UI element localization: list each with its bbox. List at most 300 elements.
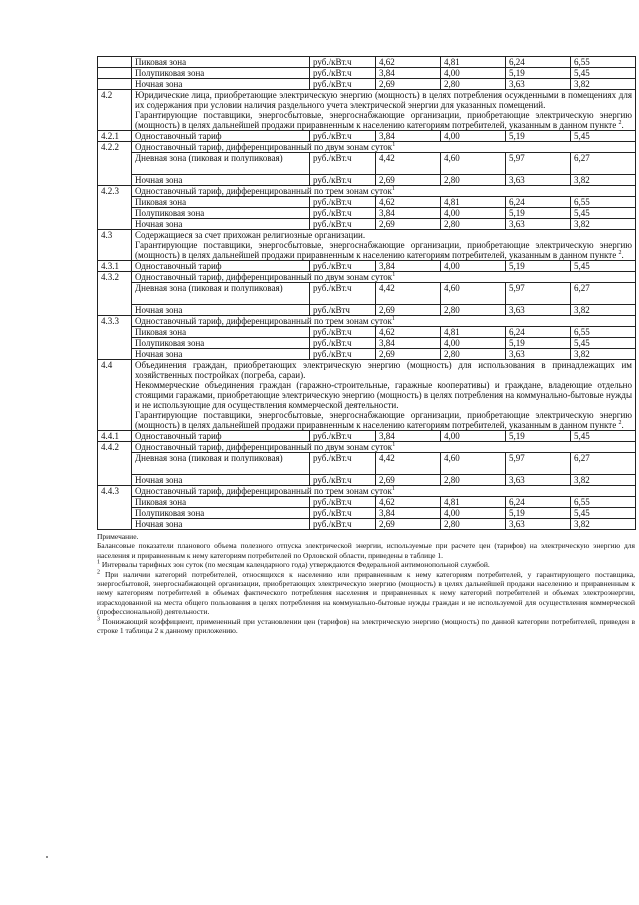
cell-text: 3,63 — [509, 219, 525, 229]
cell-text: Ночная зона — [135, 305, 183, 315]
cell-text: Одноставочный тариф — [135, 261, 222, 271]
cell-text: 4.3.3 — [101, 316, 119, 326]
value-cell — [571, 175, 636, 186]
cell-text: 3,82 — [574, 79, 590, 89]
num-cell — [98, 261, 132, 272]
value-cell — [506, 57, 571, 68]
subheading-row — [98, 316, 636, 327]
cell-text: Дневная зона (пиковая и полупиковая) — [135, 453, 283, 463]
unit-cell — [310, 68, 376, 79]
value-cell — [441, 219, 506, 230]
row-label — [132, 175, 310, 186]
unit-cell — [310, 519, 376, 530]
cell-text: 5,45 — [574, 131, 590, 141]
value-cell — [376, 219, 441, 230]
row-label — [132, 131, 310, 142]
value-cell — [441, 453, 506, 475]
footnote-ref: 1 — [392, 442, 396, 448]
cell-text: 3,63 — [509, 175, 525, 185]
table-row — [98, 283, 636, 305]
cell-text: 4.4 — [101, 360, 113, 370]
section-paragraph — [135, 360, 632, 380]
paragraph-text: Гарантирующие поставщики, энергосбытовые, энергоснабжающие организации, приобретающие электрическую энергию (мощность) в целях дальнейшей продажи приравненным к населению категориям потребителей, указанным в данном пункте — [135, 110, 632, 130]
paragraph-text: Юридические лица, приобретающие электрическую энергию (мощность) в целях потребления осужденными в помещениях для их содержания при условии наличия раздельного учета электрической энергии для указанных помещений. — [135, 90, 632, 110]
cell-text: 2,69 — [379, 349, 395, 359]
cell-text: Ночная зона — [135, 519, 183, 529]
table-row — [98, 79, 636, 90]
row-label — [132, 453, 310, 475]
value-cell — [506, 175, 571, 186]
notes-heading: Примечание. — [97, 532, 139, 541]
value-cell — [571, 57, 636, 68]
value-cell — [376, 508, 441, 519]
cell-text: 5,45 — [574, 338, 590, 348]
note-0: Балансовые показатели планового объема полезного отпуска электрической энергии, используемые при расчете цен (тарифов) на электрическую энергию для населения и приравненным к нему категориям потребителей по Орловской области, приведены в таблице 1. — [97, 541, 635, 560]
value-cell — [441, 153, 506, 175]
section-text — [132, 90, 636, 131]
value-cell — [441, 261, 506, 272]
table-row — [98, 475, 636, 486]
cell-text: 6,24 — [509, 497, 525, 507]
cell-text: 5,19 — [509, 261, 525, 271]
cell-text: руб./кВт.ч — [313, 261, 352, 271]
cell-text: 4.3.2 — [101, 272, 119, 282]
value-cell — [441, 131, 506, 142]
value-cell — [376, 283, 441, 305]
paragraph-text: Некоммерческие объединения граждан (гаражно-строительные, гаражные кооперативы) и граждане, владеющие отдельно стоящими гаражами, приобретающие электрическую энергию (мощность) в целях потребления на коммунально-бытовые нужды и не использующие для осуществления коммерческой деятельности. — [135, 380, 632, 410]
cell-text: руб./кВт.ч — [313, 79, 352, 89]
subheading — [132, 316, 636, 327]
footnote-ref: 1 — [391, 186, 395, 192]
cell-text: 5,19 — [509, 68, 525, 78]
cell-text: 6,55 — [574, 497, 590, 507]
cell-text: руб./кВт.ч — [313, 153, 352, 163]
value-cell — [441, 57, 506, 68]
value-cell — [376, 261, 441, 272]
cell-text: 2,80 — [444, 305, 460, 315]
value-cell — [376, 68, 441, 79]
section-paragraph: Гарантирующие поставщики, энергосбытовые, энергоснабжающие организации, приобретающие электрическую энергию (мощность) в целях дальнейшей продажи приравненным к населению категориям потребителей, указанным в данном пункте $^2$. — [135, 240, 632, 260]
row-label — [132, 261, 310, 272]
value-cell — [506, 519, 571, 530]
cell-text: 4,00 — [444, 131, 460, 141]
document-page — [97, 56, 635, 635]
row-label — [132, 475, 310, 486]
cell-text: 6,55 — [574, 197, 590, 207]
value-cell — [441, 208, 506, 219]
cell-text: 2,80 — [444, 175, 460, 185]
cell-text: 2,80 — [444, 475, 460, 485]
cell-text: 5,19 — [509, 208, 525, 218]
row-label — [132, 497, 310, 508]
cell-text: 6,55 — [574, 327, 590, 337]
unit-cell — [310, 453, 376, 475]
cell-text: 4.3.1 — [101, 261, 119, 271]
section-paragraph — [135, 90, 632, 110]
table-row — [98, 519, 636, 530]
cell-text: 2,69 — [379, 175, 395, 185]
table-row — [98, 349, 636, 360]
unit-cell — [310, 219, 376, 230]
value-cell — [571, 79, 636, 90]
cell-text: руб./кВт.ч — [313, 338, 352, 348]
value-cell — [506, 349, 571, 360]
cell-text: 4.4.2 — [101, 442, 119, 452]
cell-text: Ночная зона — [135, 475, 183, 485]
cell-text: 5,97 — [509, 283, 525, 293]
value-cell — [571, 338, 636, 349]
value-cell — [571, 349, 636, 360]
cell-text: 6,27 — [574, 283, 590, 293]
cell-text: Пиковая зона — [135, 57, 187, 67]
num-cell — [98, 272, 132, 316]
row-label — [132, 431, 310, 442]
cell-text: 2,80 — [444, 79, 460, 89]
value-cell — [441, 497, 506, 508]
cell-text: 3,82 — [574, 175, 590, 185]
cell-text: руб./кВт.ч — [313, 431, 352, 441]
cell-text: 2,69 — [379, 519, 395, 529]
cell-text: 3,82 — [574, 475, 590, 485]
table-row — [98, 131, 636, 142]
cell-text: 6,24 — [509, 57, 525, 67]
cell-text: 2,69 — [379, 79, 395, 89]
table-row — [98, 197, 636, 208]
value-cell — [571, 261, 636, 272]
row-label — [132, 283, 310, 305]
section-text — [132, 230, 636, 261]
value-cell — [376, 79, 441, 90]
cell-text: Полупиковая зона — [135, 508, 205, 518]
cell-text: 2,80 — [444, 349, 460, 359]
cell-text: Одноставочный тариф, дифференцированный по трем зонам суток — [135, 186, 392, 196]
cell-text: 3,82 — [574, 219, 590, 229]
value-cell — [506, 475, 571, 486]
section-row — [98, 360, 636, 431]
row-label — [132, 57, 310, 68]
cell-text: 2,69 — [379, 475, 395, 485]
value-cell — [376, 431, 441, 442]
value-cell — [506, 305, 571, 316]
num-cell — [98, 316, 132, 360]
value-cell — [506, 68, 571, 79]
cell-text: 4,00 — [444, 508, 460, 518]
section-text — [132, 360, 636, 431]
value-cell — [571, 327, 636, 338]
value-cell — [571, 208, 636, 219]
cell-text: Одноставочный тариф, дифференцированный по трем зонам суток — [135, 486, 392, 496]
num-cell — [98, 131, 132, 142]
value-cell — [571, 197, 636, 208]
value-cell — [571, 68, 636, 79]
cell-text: 3,63 — [509, 305, 525, 315]
paragraph-text: Гарантирующие поставщики, энергосбытовые, энергоснабжающие организации, приобретающие электрическую энергию (мощность) в целях дальнейшей продажи приравненным к населению категориям потребителей, указанным в данном пункте — [135, 240, 632, 260]
footnote-ref: 1 — [391, 486, 395, 492]
value-cell — [376, 338, 441, 349]
subheading — [132, 442, 636, 453]
value-cell — [571, 131, 636, 142]
row-label — [132, 79, 310, 90]
cell-text: 3,84 — [379, 338, 395, 348]
cell-text: 4.4.1 — [101, 431, 119, 441]
value-cell — [571, 305, 636, 316]
row-label — [132, 197, 310, 208]
unit-cell — [310, 431, 376, 442]
row-label — [132, 153, 310, 175]
cell-text: руб./кВт.ч — [313, 68, 352, 78]
cell-text: 4.2.2 — [101, 142, 119, 152]
cell-text: 5,19 — [509, 338, 525, 348]
cell-text: 4,60 — [444, 153, 460, 163]
note-1: $^1$ Интервалы тарифных зон суток (по месяцам календарного года) утверждаются Федеральной антимонопольной службой. — [97, 559, 490, 570]
cell-text: 5,97 — [509, 453, 525, 463]
table-row — [98, 219, 636, 230]
num-cell — [98, 442, 132, 486]
unit-cell — [310, 208, 376, 219]
subheading-row — [98, 142, 636, 153]
cell-text: Одноставочный тариф, дифференцированный по трем зонам суток — [135, 316, 392, 326]
cell-text: 3,84 — [379, 68, 395, 78]
value-cell — [571, 283, 636, 305]
footnote-ref: 1 — [392, 272, 396, 278]
value-cell — [571, 519, 636, 530]
unit-cell — [310, 327, 376, 338]
cell-text: 3,82 — [574, 349, 590, 359]
cell-text: 4,81 — [444, 327, 460, 337]
subheading-row — [98, 272, 636, 283]
cell-text: 4,00 — [444, 431, 460, 441]
cell-text: Одноставочный тариф, дифференцированный по двум зонам суток — [135, 272, 393, 282]
footnote-ref: 2 — [618, 250, 622, 256]
cell-text: руб./кВт.ч — [313, 197, 352, 207]
cell-text: 6,27 — [574, 153, 590, 163]
num-cell — [98, 431, 132, 442]
cell-text: Полупиковая зона — [135, 208, 205, 218]
cell-text: 4,81 — [444, 497, 460, 507]
num-cell — [98, 142, 132, 186]
paragraph-text: Гарантирующие поставщики, энергосбытовые, энергоснабжающие организации, приобретающие электрическую энергию (мощность) в целях дальнейшей продажи приравненным к населению категориям потребителей, указанным в данном пункте — [135, 410, 632, 430]
cell-text: 5,45 — [574, 208, 590, 218]
cell-text: 3,84 — [379, 208, 395, 218]
cell-text: руб./кВт.ч — [313, 219, 352, 229]
value-cell — [441, 508, 506, 519]
cell-text: 5,45 — [574, 68, 590, 78]
section-num — [98, 230, 132, 261]
cell-text: руб./кВт.ч — [313, 175, 352, 185]
section-paragraph: Гарантирующие поставщики, энергосбытовые, энергоснабжающие организации, приобретающие электрическую энергию (мощность) в целях дальнейшей продажи приравненным к населению категориям потребителей, указанным в данном пункте $^2$. — [135, 410, 632, 430]
num-cell — [98, 79, 132, 90]
cell-text: Полупиковая зона — [135, 68, 205, 78]
cell-text: Дневная зона (пиковая и полупиковая) — [135, 283, 283, 293]
cell-text: 4,62 — [379, 327, 395, 337]
table-row — [98, 153, 636, 175]
section-row — [98, 90, 636, 131]
row-label — [132, 219, 310, 230]
footnote-ref: 2 — [618, 120, 622, 126]
row-label — [132, 519, 310, 530]
cell-text: руб./кВт.ч — [313, 327, 352, 337]
cell-text: 6,24 — [509, 327, 525, 337]
cell-text: руб./кВт.ч — [313, 208, 352, 218]
row-label — [132, 305, 310, 316]
value-cell — [506, 431, 571, 442]
table-row — [98, 453, 636, 475]
value-cell — [376, 475, 441, 486]
cell-text: 3,84 — [379, 431, 395, 441]
cell-text: 2,80 — [444, 219, 460, 229]
value-cell — [571, 453, 636, 475]
table-row — [98, 57, 636, 68]
num-cell — [98, 486, 132, 530]
cell-text: 3,63 — [509, 349, 525, 359]
row-label — [132, 208, 310, 219]
unit-cell — [310, 131, 376, 142]
unit-cell — [310, 475, 376, 486]
value-cell — [441, 349, 506, 360]
cell-text: 5,19 — [509, 431, 525, 441]
table-row — [98, 327, 636, 338]
cell-text: 4,00 — [444, 261, 460, 271]
cell-text: 3,82 — [574, 519, 590, 529]
cell-text: 4.2.1 — [101, 131, 119, 141]
value-cell — [506, 131, 571, 142]
section-row — [98, 230, 636, 261]
cell-text: руб./кВт.ч — [313, 57, 352, 67]
cell-text: Полупиковая зона — [135, 338, 205, 348]
cell-text: 4,62 — [379, 57, 395, 67]
value-cell — [506, 208, 571, 219]
cell-text: Ночная зона — [135, 175, 183, 185]
unit-cell — [310, 497, 376, 508]
tariff-table — [97, 56, 636, 530]
section-paragraph — [135, 230, 632, 240]
cell-text: 4,60 — [444, 283, 460, 293]
unit-cell — [310, 197, 376, 208]
num-cell — [98, 68, 132, 79]
row-label — [132, 327, 310, 338]
value-cell — [441, 338, 506, 349]
cell-text: 4,62 — [379, 497, 395, 507]
cell-text: 5,19 — [509, 508, 525, 518]
value-cell — [441, 197, 506, 208]
table-row — [98, 208, 636, 219]
cell-text: Одноставочный тариф, дифференцированный по двум зонам суток — [135, 442, 393, 452]
table-row — [98, 497, 636, 508]
paragraph-text: Объединения граждан, приобретающих электрическую энергию (мощность) для использования в принадлежащих им хозяйственных постройках (погреба, сараи). — [135, 360, 632, 380]
unit-cell — [310, 175, 376, 186]
cell-text: 2,69 — [379, 219, 395, 229]
value-cell — [571, 431, 636, 442]
section-num — [98, 360, 132, 431]
cell-text: 5,19 — [509, 131, 525, 141]
value-cell — [571, 153, 636, 175]
footnote-ref: 1 — [392, 142, 396, 148]
note-2: $^2$ При наличии категорий потребителей, относящихся к населению или приравненным к нему категориям потребителей, у гарантирующего поставщика, энергосбытовой, энергоснабжающей организации, приобретающих электрическую энергию (мощность) в целях дальнейшей продажи населению и приравненным к нему категориям потребителей в объемах фактического потребления населения и приравненных к нему категорий потребителей и объемах электроэнергии, израсходованной на места общего пользования в целях потребления на коммунально-бытовые нужды граждан и не используемой для осуществления коммерческой (профессиональной) деятельности. — [97, 569, 635, 617]
value-cell — [376, 327, 441, 338]
value-cell — [441, 431, 506, 442]
cell-text: 3,63 — [509, 79, 525, 89]
num-cell — [98, 57, 132, 68]
cell-text: 6,27 — [574, 453, 590, 463]
cell-text: 4,00 — [444, 68, 460, 78]
subheading — [132, 486, 636, 497]
cell-text: 3,63 — [509, 475, 525, 485]
subheading — [132, 186, 636, 197]
value-cell — [506, 508, 571, 519]
cell-text: Одноставочный тариф — [135, 131, 222, 141]
value-cell — [441, 475, 506, 486]
cell-text: 3,84 — [379, 131, 395, 141]
section-num — [98, 90, 132, 131]
value-cell — [571, 508, 636, 519]
value-cell — [376, 57, 441, 68]
value-cell — [441, 68, 506, 79]
cell-text: 2,69 — [379, 305, 395, 315]
cell-text: 4,81 — [444, 57, 460, 67]
cell-text: 5,45 — [574, 431, 590, 441]
value-cell — [506, 497, 571, 508]
cell-text: Пиковая зона — [135, 197, 187, 207]
subheading — [132, 272, 636, 283]
value-cell — [376, 519, 441, 530]
unit-cell — [310, 261, 376, 272]
cell-text: Ночная зона — [135, 219, 183, 229]
cell-text: Дневная зона (пиковая и полупиковая) — [135, 153, 283, 163]
value-cell — [376, 349, 441, 360]
value-cell — [441, 519, 506, 530]
value-cell — [506, 219, 571, 230]
table-row — [98, 175, 636, 186]
value-cell — [441, 79, 506, 90]
table-row — [98, 261, 636, 272]
unit-cell — [310, 283, 376, 305]
cell-text: 3,82 — [574, 305, 590, 315]
row-label — [132, 349, 310, 360]
cell-text: Пиковая зона — [135, 327, 187, 337]
table-row — [98, 338, 636, 349]
subheading-row — [98, 486, 636, 497]
value-cell — [376, 305, 441, 316]
value-cell — [571, 219, 636, 230]
cell-text: 6,55 — [574, 57, 590, 67]
value-cell — [506, 261, 571, 272]
cell-text: 4,00 — [444, 338, 460, 348]
cell-text: Пиковая зона — [135, 497, 187, 507]
notes — [97, 532, 635, 635]
cell-text: 4,42 — [379, 453, 395, 463]
cell-text: 4.2.3 — [101, 186, 119, 196]
cell-text: 6,24 — [509, 197, 525, 207]
value-cell — [506, 453, 571, 475]
cell-text: Ночная зона — [135, 79, 183, 89]
unit-cell — [310, 338, 376, 349]
cell-text: 3,84 — [379, 508, 395, 518]
cell-text: 4,81 — [444, 197, 460, 207]
subheading-row — [98, 186, 636, 197]
unit-cell — [310, 153, 376, 175]
cell-text: руб./кВт.ч — [313, 283, 352, 293]
cell-text: 5,45 — [574, 508, 590, 518]
section-paragraph — [135, 380, 632, 410]
value-cell — [376, 175, 441, 186]
table-row — [98, 508, 636, 519]
value-cell — [441, 327, 506, 338]
value-cell — [506, 79, 571, 90]
cell-text: 3,63 — [509, 519, 525, 529]
cell-text: 5,45 — [574, 261, 590, 271]
subheading-row — [98, 442, 636, 453]
note-3: $^3$ Понижающий коэффициент, примененный при установлении цен (тарифов) на электрическую энергию (мощность) по данной категории потребителей, приведен в строке 1 таблицы 2 к данному приложению. — [97, 616, 636, 636]
